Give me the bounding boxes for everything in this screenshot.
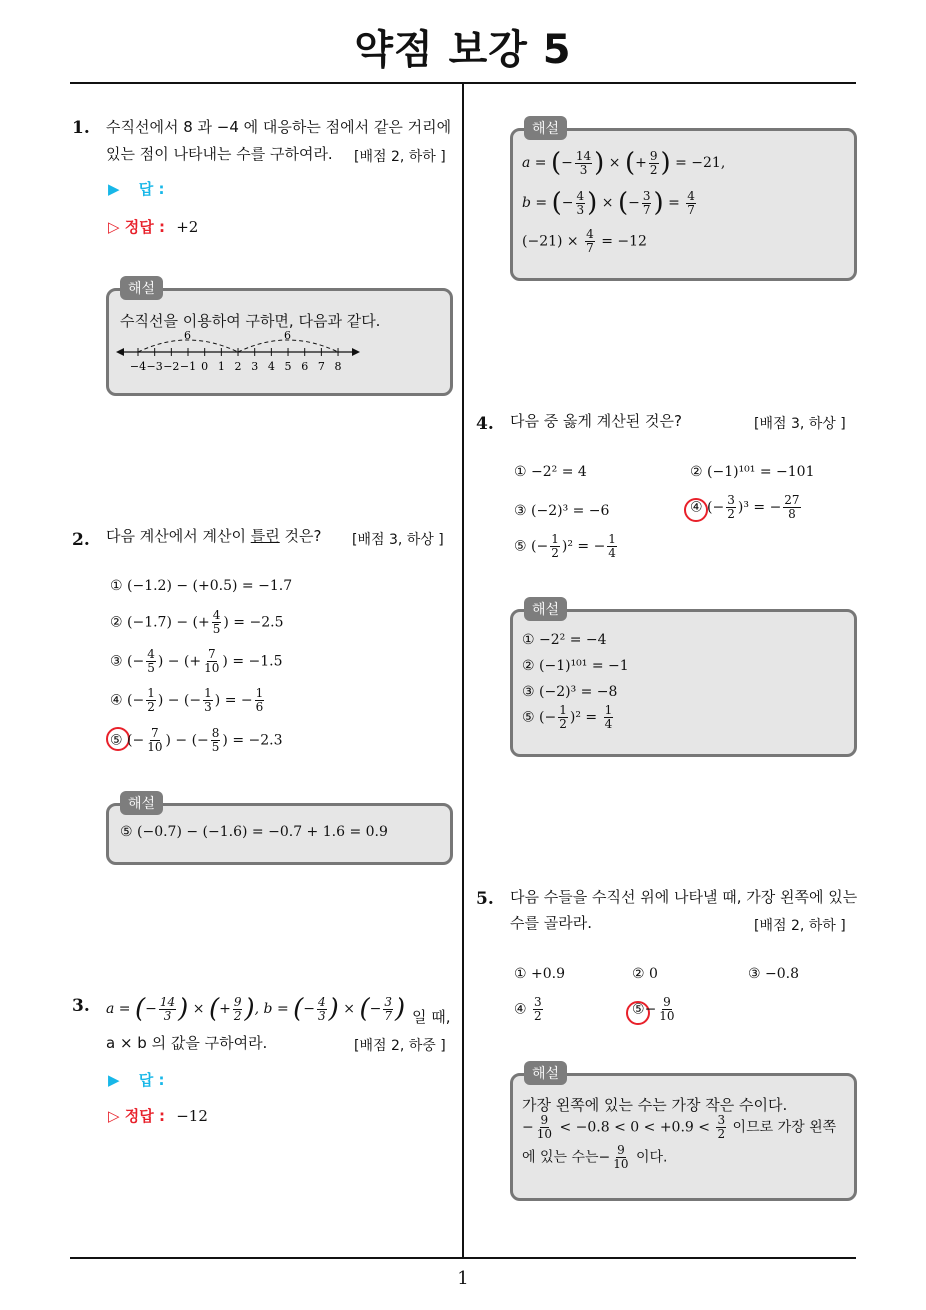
number-line-tick-label: −2 xyxy=(163,360,180,373)
q5-explain-line3: 에 있는 수는− $\frac{9}{10}$ 이다. xyxy=(522,1143,668,1171)
number-line-tick-label: 7 xyxy=(317,360,325,373)
q2-number: 2. xyxy=(72,530,90,550)
number-line-tick-label: 1 xyxy=(217,360,225,373)
play-icon: ▶ xyxy=(108,180,120,198)
q3-correct-row xyxy=(108,1105,208,1126)
q4-text: 다음 중 옳게 계산된 것은? xyxy=(510,412,682,430)
q1-correct-value: +2 xyxy=(176,218,199,236)
q1-explain-tag: 해설 xyxy=(120,276,163,300)
q4-meta: [배점 3, 하상 ] xyxy=(754,416,846,432)
q3-explain-line3: (−21) × $\frac{4}{7}$ = −12 xyxy=(522,227,647,255)
q2-choice-1[interactable]: ① (−1.2) − (+0.5) = −1.7 xyxy=(110,578,293,594)
q5-text-line2: 수를 골라라. xyxy=(510,914,592,932)
q4-choice-5[interactable]: ⑤ (− $\frac{1}{2}$ )² = − $\frac{1}{4}$ xyxy=(514,532,616,560)
page-title: 약점 보강 5 xyxy=(354,27,572,73)
q1-correct-row xyxy=(108,216,198,237)
q3-answer-row xyxy=(108,1069,165,1090)
arc-label-left: 6 xyxy=(184,329,191,342)
q1-text-line2: 있는 점이 나타내는 수를 구하여라. xyxy=(106,145,333,163)
q4-number: 4. xyxy=(476,414,494,434)
q2-explain-tag: 해설 xyxy=(120,791,163,815)
q2-choice-5[interactable]: ⑤ (− $\frac{7}{10}$ ) − (− $\frac{8}{5}$ ) = −2.3 xyxy=(110,726,283,754)
q2-explain-text: ⑤ (−0.7) − (−1.6) = −0.7 + 1.6 = 0.9 xyxy=(120,824,388,840)
q3-explain-tag: 해설 xyxy=(524,116,567,140)
q3-text: a × b 의 값을 구하여라. xyxy=(106,1034,268,1052)
q1-text-line1: 수직선에서 8 과 −4 에 대응하는 점에서 같은 거리에 xyxy=(106,118,452,136)
triangle-outline-icon: ▷ xyxy=(108,1107,120,1125)
triangle-outline-icon: ▷ xyxy=(108,218,120,236)
number-line-tick-label: 3 xyxy=(251,360,259,373)
q1-correct-label: 정답 : xyxy=(124,218,165,236)
q5-explain-line2: − $\frac{9}{10}$ < −0.8 < 0 < +0.9 < $\frac{3}{2}$ 이므로 가장 왼쪽 xyxy=(522,1113,837,1141)
q2-meta: [배점 3, 하상 ] xyxy=(352,532,444,548)
q5-explain-tag: 해설 xyxy=(524,1061,567,1085)
q3-correct-label: 정답 : xyxy=(124,1107,165,1125)
q1-meta: [배점 2, 하하 ] xyxy=(354,149,446,165)
q5-choice-3[interactable]: ③ −0.8 xyxy=(748,966,799,982)
q3-explain-line2: b = (− $\frac{4}{3}$ ) × (− $\frac{3}{7}$ ) = $\frac{4}{7}$ xyxy=(522,188,695,218)
number-line-tick-label: 5 xyxy=(284,360,292,373)
number-line-tick-label: −1 xyxy=(179,360,197,373)
q1-answer-row xyxy=(108,178,165,199)
q3-explain-line1: a = (− $\frac{14}{3}$ ) × (+ $\frac{9}{2}$ ) = −21, xyxy=(522,148,726,178)
q5-choice-4[interactable]: ④ $\frac{3}{2}$ xyxy=(514,995,542,1023)
q4-explain-line1: ① −2² = −4 xyxy=(522,632,607,648)
q4-explain-line2: ② (−1)¹⁰¹ = −1 xyxy=(522,658,629,674)
footer-rule xyxy=(70,1257,856,1259)
q4-choice-2[interactable]: ② (−1)¹⁰¹ = −101 xyxy=(690,464,815,480)
q3-number: 3. xyxy=(72,996,90,1016)
q5-explain-line1: 가장 왼쪽에 있는 수는 가장 작은 수이다. xyxy=(522,1096,788,1114)
q2-text: 다음 계산에서 계산이 틀린 것은? xyxy=(106,527,322,545)
q3-answer-label: 답 : xyxy=(138,1071,165,1089)
q4-explain-line4: ⑤ (− $\frac{1}{2}$ )² = $\frac{1}{4}$ xyxy=(522,703,613,731)
page-number: 1 xyxy=(457,1268,469,1289)
number-line-diagram xyxy=(114,326,364,376)
q4-choice-4[interactable]: ④ (− $\frac{3}{2}$ )³ = − $\frac{27}{8}$ xyxy=(690,493,800,521)
number-line-tick-label: 4 xyxy=(267,360,275,373)
q2-choice-4[interactable]: ④ (− $\frac{1}{2}$ ) − (− $\frac{1}{3}$ ) = − $\frac{1}{6}$ xyxy=(110,686,264,714)
number-line-tick-label: 6 xyxy=(301,360,309,373)
q3-condition-suffix: 일 때, xyxy=(412,1008,451,1026)
q5-choice-5[interactable]: ⑤− $\frac{9}{10}$ xyxy=(632,995,675,1023)
number-line-tick-label: 8 xyxy=(334,360,342,373)
number-line-tick-label: 0 xyxy=(201,360,209,373)
q4-explain-tag: 해설 xyxy=(524,597,567,621)
q3-correct-value: −12 xyxy=(176,1107,208,1125)
arc-label-right: 6 xyxy=(284,329,291,342)
q3-condition: a = (− $\frac{14}{3}$ ) × (+ $\frac{9}{2}$ ), b = (− $\frac{4}{3}$ ) × (− $\frac{3}{7}$ ) xyxy=(106,994,406,1024)
q2-choice-3[interactable]: ③ (− $\frac{4}{5}$ ) − (+ $\frac{7}{10}$ ) = −1.5 xyxy=(110,647,283,675)
q5-choice-1[interactable]: ① +0.9 xyxy=(514,966,565,982)
q3-meta: [배점 2, 하중 ] xyxy=(354,1038,446,1054)
column-divider xyxy=(462,84,464,1259)
q5-number: 5. xyxy=(476,889,494,909)
q4-choice-1[interactable]: ① −2² = 4 xyxy=(514,464,587,480)
q1-number: 1. xyxy=(72,118,90,138)
number-line-tick-label: 2 xyxy=(234,360,242,373)
q5-meta: [배점 2, 하하 ] xyxy=(754,918,846,934)
q4-explain-line3: ③ (−2)³ = −8 xyxy=(522,684,618,700)
number-line-tick-label: −4 xyxy=(129,360,147,373)
q4-choice-3[interactable]: ③ (−2)³ = −6 xyxy=(514,503,610,519)
q5-choice-2[interactable]: ② 0 xyxy=(632,966,658,982)
q5-text-line1: 다음 수들을 수직선 위에 나타낼 때, 가장 왼쪽에 있는 xyxy=(510,888,858,906)
q1-answer-label: 답 : xyxy=(138,180,165,198)
number-line-tick-label: −3 xyxy=(146,360,163,373)
q2-choice-2[interactable]: ② (−1.7) − (+ $\frac{4}{5}$ ) = −2.5 xyxy=(110,608,284,636)
q1-explain-text: 수직선을 이용하여 구하면, 다음과 같다. xyxy=(120,312,381,330)
play-icon: ▶ xyxy=(108,1071,120,1089)
